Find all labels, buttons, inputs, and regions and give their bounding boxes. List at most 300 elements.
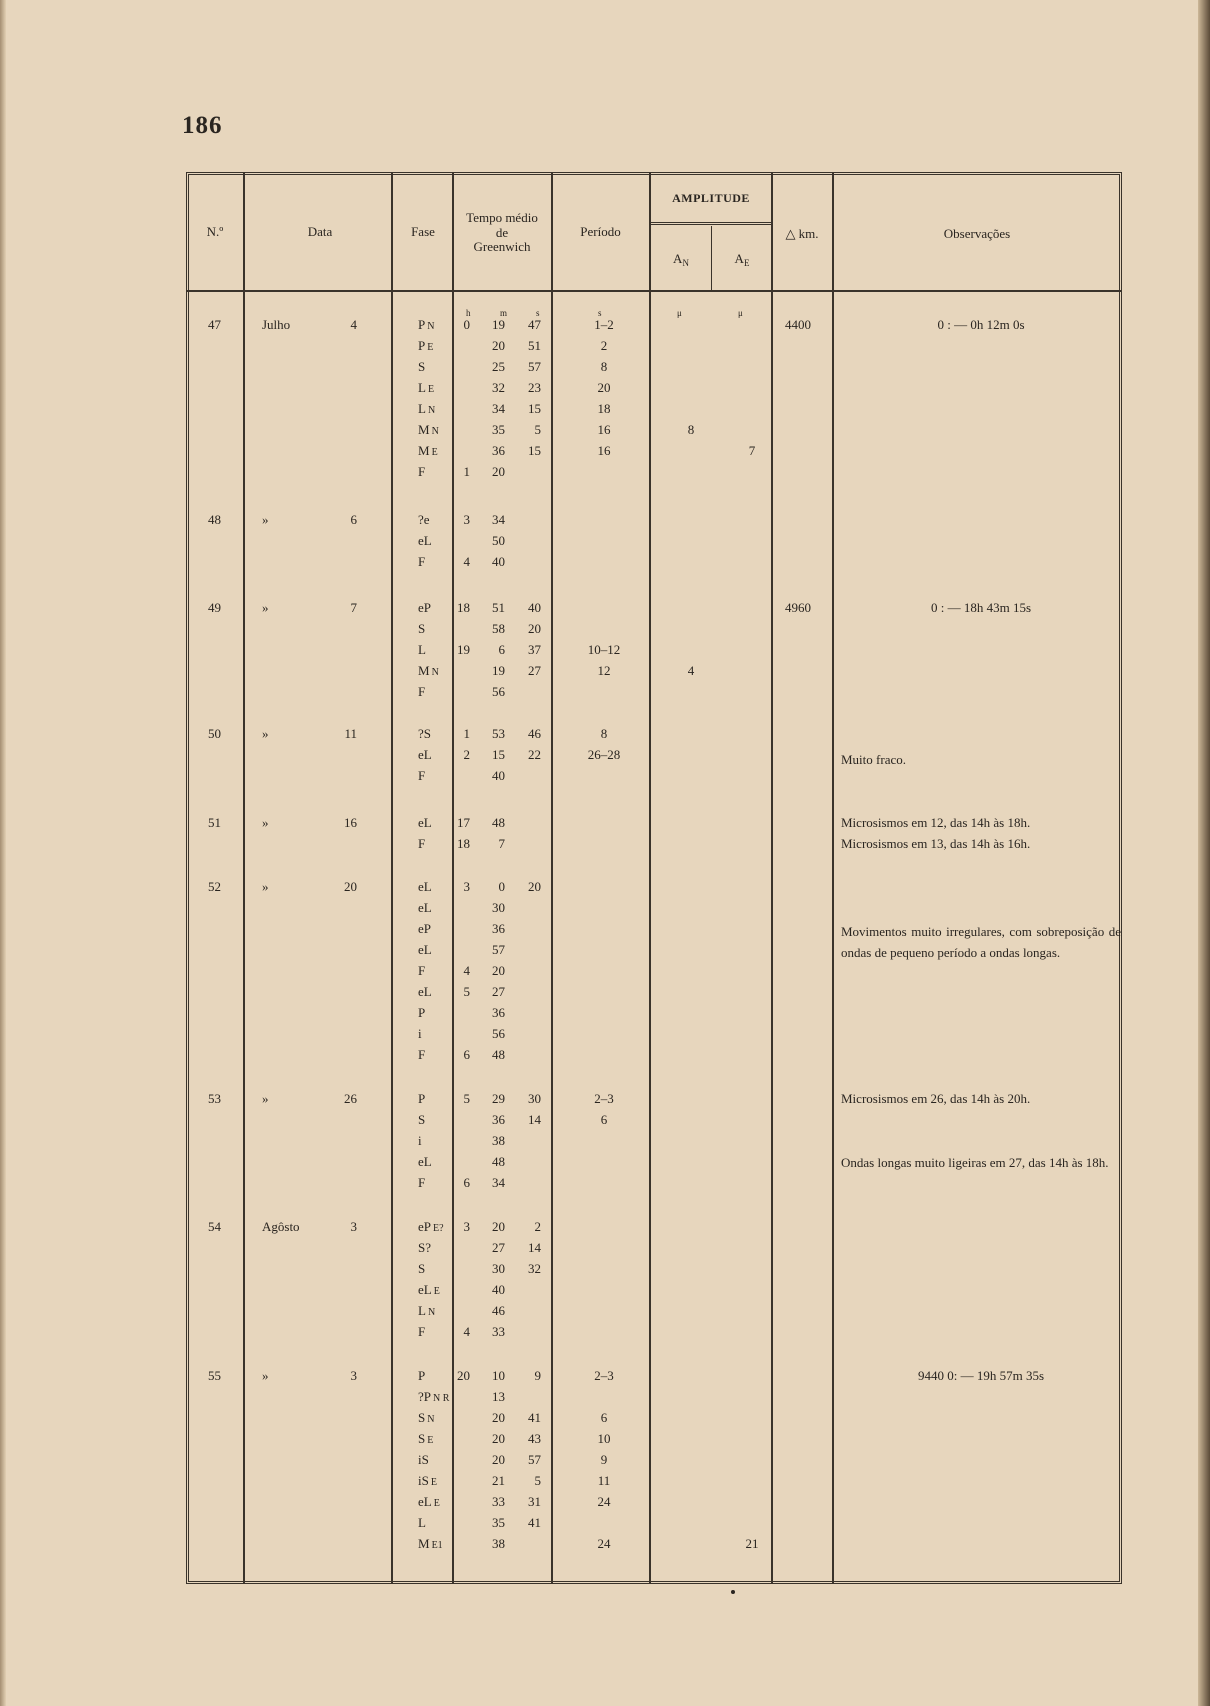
fase-main: iS <box>418 1473 429 1488</box>
cell-no: 55 <box>208 1368 221 1383</box>
cell-fase <box>418 509 432 532</box>
cell-month: » <box>262 815 269 830</box>
amplitude-rule <box>651 222 771 225</box>
fase-sub: E <box>433 1498 440 1509</box>
cell-day: 3 <box>350 1219 357 1234</box>
observation-53-b: Ondas longas muito ligeiras em 27, das 14h às 18h. <box>841 1155 1109 1170</box>
cell-hours: 6 <box>463 1047 470 1062</box>
cell-minutes: 48 <box>492 815 505 830</box>
cell-no: 54 <box>208 1219 221 1234</box>
header-tempo-2: de <box>495 225 509 240</box>
cell-periodo: 10 <box>597 1431 611 1446</box>
cell-minutes: 27 <box>492 984 505 999</box>
cell-fase <box>418 833 427 856</box>
cell-fase <box>418 1109 427 1132</box>
cell-seconds: 57 <box>528 359 541 374</box>
cell-minutes: 58 <box>492 621 505 636</box>
cell-minutes: 38 <box>492 1133 505 1148</box>
fase-main: S <box>418 1261 426 1276</box>
cell-hours: 4 <box>463 1324 470 1339</box>
fase-main: P <box>418 1005 426 1020</box>
table-row <box>186 461 1122 482</box>
fase-main: S <box>418 1112 426 1127</box>
table-row <box>186 681 1122 702</box>
fase-sub: E <box>427 1435 434 1446</box>
table-row <box>186 509 1122 530</box>
cell-no: 53 <box>208 1091 221 1106</box>
cell-fase <box>418 639 428 662</box>
cell-minutes: 6 <box>498 642 505 657</box>
cell-minutes: 20 <box>492 963 505 978</box>
cell-hours: 19 <box>457 642 470 657</box>
fase-main: F <box>418 963 426 978</box>
cell-fase <box>418 1449 431 1472</box>
cell-fase <box>418 1321 427 1344</box>
fase-main: eL <box>418 1494 432 1509</box>
table-row <box>186 1470 1122 1491</box>
cell-minutes: 20 <box>492 464 505 479</box>
fase-main: eL <box>418 815 432 830</box>
fase-main: L <box>418 642 426 657</box>
fase-sub: E <box>427 342 434 353</box>
fase-sub: E? <box>433 1223 444 1234</box>
fase-main: iS <box>418 1452 429 1467</box>
cell-seconds: 5 <box>534 422 541 437</box>
table-row <box>186 660 1122 681</box>
table-row <box>186 1279 1122 1300</box>
cell-minutes: 33 <box>492 1324 505 1339</box>
cell-minutes: 40 <box>492 554 505 569</box>
cell-fase <box>418 723 433 746</box>
cell-seconds: 41 <box>528 1515 541 1530</box>
cell-hours: 5 <box>463 984 470 999</box>
fase-sub: N <box>427 321 435 332</box>
cell-minutes: 15 <box>492 747 505 762</box>
fase-main: P <box>418 1368 426 1383</box>
cell-seconds: 15 <box>528 443 541 458</box>
fase-main: F <box>418 1175 426 1190</box>
cell-minutes: 25 <box>492 359 505 374</box>
cell-periodo: 16 <box>597 443 611 458</box>
cell-fase <box>418 1172 427 1195</box>
cell-day: 6 <box>350 512 357 527</box>
cell-fase <box>418 1512 428 1535</box>
cell-periodo: 26–28 <box>587 747 621 762</box>
fase-sub: N <box>431 426 439 437</box>
fase-main: M <box>418 1536 430 1551</box>
fase-main: F <box>418 464 426 479</box>
fase-main: S <box>418 359 426 374</box>
fase-sub: E <box>431 447 438 458</box>
cell-day: 16 <box>344 815 357 830</box>
page-edge-left <box>0 0 6 1706</box>
cell-seconds: 22 <box>528 747 541 762</box>
cell-minutes: 20 <box>492 1452 505 1467</box>
amplitude-split <box>711 226 712 290</box>
cell-minutes: 51 <box>492 600 505 615</box>
fase-main: ?S <box>418 726 431 741</box>
cell-hours: 1 <box>463 464 470 479</box>
observation-51-a: Microsismos em 12, das 14h às 18h. <box>841 815 1031 830</box>
cell-no: 50 <box>208 726 221 741</box>
cell-hours: 20 <box>457 1368 470 1383</box>
cell-fase <box>418 744 434 767</box>
observation-47: 0 : — 0h 12m 0s <box>937 317 1025 332</box>
cell-minutes: 21 <box>492 1473 505 1488</box>
cell-fase <box>418 1279 440 1302</box>
fase-main: P <box>418 1091 426 1106</box>
unit-h: h <box>466 308 471 318</box>
cell-no: 48 <box>208 512 221 527</box>
table-row <box>186 1216 1122 1237</box>
table-row <box>186 356 1122 377</box>
cell-periodo: 24 <box>597 1536 611 1551</box>
table-row <box>186 377 1122 398</box>
table-row <box>186 1407 1122 1428</box>
table-row <box>186 960 1122 981</box>
cell-fase <box>418 398 435 421</box>
cell-minutes: 36 <box>492 921 505 936</box>
cell-fase <box>418 551 427 574</box>
fase-sub: N <box>427 1307 436 1318</box>
table-row <box>186 398 1122 419</box>
cell-day: 3 <box>350 1368 357 1383</box>
cell-no: 52 <box>208 879 221 894</box>
cell-minutes: 19 <box>492 317 505 332</box>
cell-hours: 2 <box>463 747 470 762</box>
cell-periodo: 18 <box>597 401 611 416</box>
cell-seconds: 30 <box>528 1091 541 1106</box>
header-an: $A_N$ <box>673 251 689 268</box>
cell-minutes: 34 <box>492 1175 505 1190</box>
cell-fase <box>418 1002 427 1025</box>
observation-50: Muito fraco. <box>841 752 906 767</box>
fase-main: P <box>418 338 426 353</box>
cell-day: 11 <box>344 726 357 741</box>
table-row <box>186 1109 1122 1130</box>
cell-minutes: 7 <box>498 836 505 851</box>
fase-main: eL <box>418 984 432 999</box>
cell-hours: 4 <box>463 554 470 569</box>
cell-seconds: 14 <box>528 1240 541 1255</box>
cell-fase <box>418 765 427 788</box>
header-ae: $A_E$ <box>734 251 750 268</box>
cell-hours: 3 <box>463 512 470 527</box>
cell-seconds: 20 <box>528 879 541 894</box>
cell-periodo: 6 <box>600 1410 608 1425</box>
cell-seconds: 15 <box>528 401 541 416</box>
fase-main: eL <box>418 942 432 957</box>
cell-day: 20 <box>344 879 357 894</box>
cell-seconds: 37 <box>528 642 541 657</box>
cell-fase <box>418 1151 434 1174</box>
cell-fase <box>418 918 433 941</box>
cell-minutes: 36 <box>492 1005 505 1020</box>
cell-fase <box>418 597 433 620</box>
cell-hours: 0 <box>463 317 470 332</box>
fase-main: eL <box>418 1282 432 1297</box>
cell-fase <box>418 939 434 962</box>
observation-49: 0 : — 18h 43m 15s <box>930 600 1032 615</box>
cell-seconds: 9 <box>534 1368 541 1383</box>
cell-hours: 3 <box>463 1219 470 1234</box>
cell-minutes: 48 <box>492 1154 505 1169</box>
cell-minutes: 20 <box>492 338 505 353</box>
cell-an: 8 <box>687 422 695 437</box>
fase-main: F <box>418 1047 426 1062</box>
cell-fase <box>418 1023 424 1046</box>
header-periodo: Período <box>580 224 621 239</box>
cell-minutes: 20 <box>492 1431 505 1446</box>
cell-month: » <box>262 512 269 527</box>
table-row <box>186 1512 1122 1533</box>
table-row <box>186 876 1122 897</box>
fase-main: P <box>418 317 426 332</box>
cell-periodo: 1–2 <box>594 317 614 332</box>
header-amplitude: AMPLITUDE <box>672 191 750 205</box>
cell-periodo: 24 <box>597 1494 611 1509</box>
cell-minutes: 36 <box>492 443 505 458</box>
table-row <box>186 897 1122 918</box>
table-row <box>186 981 1122 1002</box>
cell-km: 4400 <box>785 317 811 332</box>
cell-hours: 3 <box>463 879 470 894</box>
cell-hours: 4 <box>463 963 470 978</box>
fase-main: L <box>418 380 426 395</box>
cell-fase <box>418 876 434 899</box>
cell-seconds: 46 <box>528 726 541 741</box>
cell-seconds: 41 <box>528 1410 541 1425</box>
cell-month: Agôsto <box>262 1219 300 1234</box>
fase-sub: E <box>430 1477 437 1488</box>
header-tempo-1: Tempo médio <box>466 210 538 225</box>
unit-periodo: s <box>598 308 602 318</box>
cell-day: 4 <box>350 317 357 332</box>
cell-minutes: 57 <box>492 942 505 957</box>
table-row <box>186 335 1122 356</box>
cell-month: » <box>262 600 269 615</box>
fase-main: eL <box>418 900 432 915</box>
cell-fase <box>418 897 434 920</box>
cell-month: Julho <box>262 317 291 332</box>
cell-fase <box>418 618 427 641</box>
page-edge-right <box>1198 0 1210 1706</box>
cell-fase <box>418 1237 433 1260</box>
unit-an: μ <box>677 308 682 318</box>
cell-fase <box>418 1365 427 1388</box>
cell-minutes: 20 <box>492 1219 505 1234</box>
cell-fase <box>418 461 427 484</box>
table-row <box>186 1300 1122 1321</box>
fase-main: eL <box>418 533 432 548</box>
table-row <box>186 1023 1122 1044</box>
table-row <box>186 440 1122 461</box>
cell-periodo: 2–3 <box>594 1091 614 1106</box>
cell-minutes: 0 <box>498 879 505 894</box>
unit-m: m <box>500 308 508 318</box>
table-row <box>186 419 1122 440</box>
observation-55: 9440 0: — 19h 57m 35s <box>917 1368 1045 1383</box>
observation-51-b: Microsismos em 13, das 14h às 16h. <box>841 836 1031 851</box>
fase-main: eL <box>418 1154 432 1169</box>
cell-fase <box>418 419 439 442</box>
table-row <box>186 1321 1122 1342</box>
fase-main: ?P <box>418 1389 431 1404</box>
cell-seconds: 40 <box>528 600 541 615</box>
observation-52: Movimentos muito irregulares, com sobreposição de ondas de pequeno período a ondas longas. <box>841 924 1121 960</box>
fase-main: S <box>418 1410 426 1425</box>
table-row <box>186 530 1122 551</box>
cell-minutes: 30 <box>492 1261 505 1276</box>
fase-main: F <box>418 768 426 783</box>
fase-main: S <box>418 1431 426 1446</box>
cell-seconds: 23 <box>528 380 541 395</box>
table-row <box>186 1533 1122 1554</box>
fase-main: eP <box>418 600 431 615</box>
header-fase: Fase <box>411 224 435 239</box>
cell-minutes: 29 <box>492 1091 505 1106</box>
cell-periodo: 8 <box>600 359 608 374</box>
cell-hours: 5 <box>463 1091 470 1106</box>
cell-minutes: 40 <box>492 768 505 783</box>
fase-main: L <box>418 1515 426 1530</box>
cell-seconds: 20 <box>528 621 541 636</box>
table-row <box>186 1237 1122 1258</box>
cell-fase <box>418 660 439 683</box>
cell-fase <box>418 1428 433 1451</box>
table-row <box>186 1044 1122 1065</box>
table-row <box>186 1449 1122 1470</box>
table-row <box>186 1130 1122 1151</box>
cell-minutes: 27 <box>492 1240 505 1255</box>
cell-fase <box>418 812 434 835</box>
cell-seconds: 43 <box>528 1431 541 1446</box>
table-row <box>186 1258 1122 1279</box>
cell-minutes: 46 <box>492 1303 505 1318</box>
cell-minutes: 13 <box>492 1389 505 1404</box>
fase-main: S <box>418 621 426 636</box>
cell-periodo: 6 <box>600 1112 608 1127</box>
cell-periodo: 20 <box>597 380 611 395</box>
cell-fase <box>418 1044 427 1067</box>
cell-fase <box>418 1386 449 1409</box>
fase-sub: N R <box>433 1393 450 1404</box>
table-row <box>186 639 1122 660</box>
cell-minutes: 33 <box>492 1494 505 1509</box>
observation-53-a: Microsismos em 26, das 14h às 20h. <box>841 1091 1031 1106</box>
table-row <box>186 1428 1122 1449</box>
cell-seconds: 51 <box>528 338 541 353</box>
cell-fase <box>418 356 427 379</box>
cell-minutes: 56 <box>492 684 505 699</box>
cell-ae: 7 <box>748 443 756 458</box>
cell-seconds: 57 <box>528 1452 541 1467</box>
cell-minutes: 38 <box>492 1536 505 1551</box>
cell-fase <box>418 1533 443 1556</box>
cell-fase <box>418 1258 427 1281</box>
header-no: N.º <box>206 224 224 239</box>
fase-sub: E <box>427 384 435 395</box>
cell-fase <box>418 1470 437 1493</box>
table-row <box>186 1002 1122 1023</box>
cell-fase <box>418 440 438 463</box>
header-bottom-rule <box>186 290 1122 292</box>
cell-minutes: 35 <box>492 422 505 437</box>
cell-minutes: 35 <box>492 1515 505 1530</box>
fase-sub: N <box>427 405 436 416</box>
cell-month: » <box>262 726 269 741</box>
fase-main: eP <box>418 1219 431 1234</box>
cell-fase <box>418 335 433 358</box>
fase-main: L <box>418 401 426 416</box>
cell-km: 4960 <box>785 600 811 615</box>
cell-no: 47 <box>208 317 221 332</box>
cell-periodo: 16 <box>597 422 611 437</box>
cell-minutes: 34 <box>492 401 505 416</box>
cell-hours: 17 <box>457 815 470 830</box>
cell-fase <box>418 1216 444 1239</box>
fase-main: M <box>418 663 430 678</box>
fase-main: L <box>418 1303 426 1318</box>
cell-fase <box>418 960 427 983</box>
cell-minutes: 32 <box>492 380 505 395</box>
cell-minutes: 10 <box>492 1368 505 1383</box>
cell-day: 26 <box>344 1091 357 1106</box>
header-data: Data <box>307 224 333 239</box>
table-row <box>186 1172 1122 1193</box>
cell-an: 4 <box>687 663 695 678</box>
cell-fase <box>418 377 434 400</box>
cell-periodo: 12 <box>597 663 611 678</box>
cell-periodo: 10–12 <box>587 642 621 657</box>
fase-sub: E <box>433 1286 440 1297</box>
cell-day: 7 <box>350 600 357 615</box>
fase-main: i <box>418 1133 422 1148</box>
unit-s: s <box>536 308 540 318</box>
cell-seconds: 32 <box>528 1261 541 1276</box>
header-observacoes: Observações <box>943 226 1011 241</box>
cell-fase <box>418 681 427 704</box>
cell-minutes: 20 <box>492 1410 505 1425</box>
table-row <box>186 618 1122 639</box>
cell-fase <box>418 530 434 553</box>
cell-month: » <box>262 1368 269 1383</box>
fase-main: F <box>418 836 426 851</box>
cell-month: » <box>262 879 269 894</box>
fase-main: ?e <box>418 512 430 527</box>
unit-ae: μ <box>738 308 743 318</box>
cell-seconds: 27 <box>528 663 541 678</box>
cell-fase <box>418 1088 427 1111</box>
fase-sub: N <box>427 1414 435 1425</box>
cell-seconds: 31 <box>528 1494 541 1509</box>
fase-sub: N <box>431 667 439 678</box>
fase-main: F <box>418 684 426 699</box>
cell-no: 49 <box>208 600 221 615</box>
cell-seconds: 2 <box>534 1219 541 1234</box>
cell-minutes: 36 <box>492 1112 505 1127</box>
cell-periodo: 11 <box>597 1473 611 1488</box>
cell-minutes: 19 <box>492 663 505 678</box>
ink-mark <box>731 1590 735 1594</box>
cell-ae: 21 <box>745 1536 759 1551</box>
fase-main: eL <box>418 879 432 894</box>
fase-main: i <box>418 1026 422 1041</box>
cell-minutes: 53 <box>492 726 505 741</box>
cell-fase <box>418 1130 424 1153</box>
table-row <box>186 551 1122 572</box>
page-number: 186 <box>182 112 223 139</box>
